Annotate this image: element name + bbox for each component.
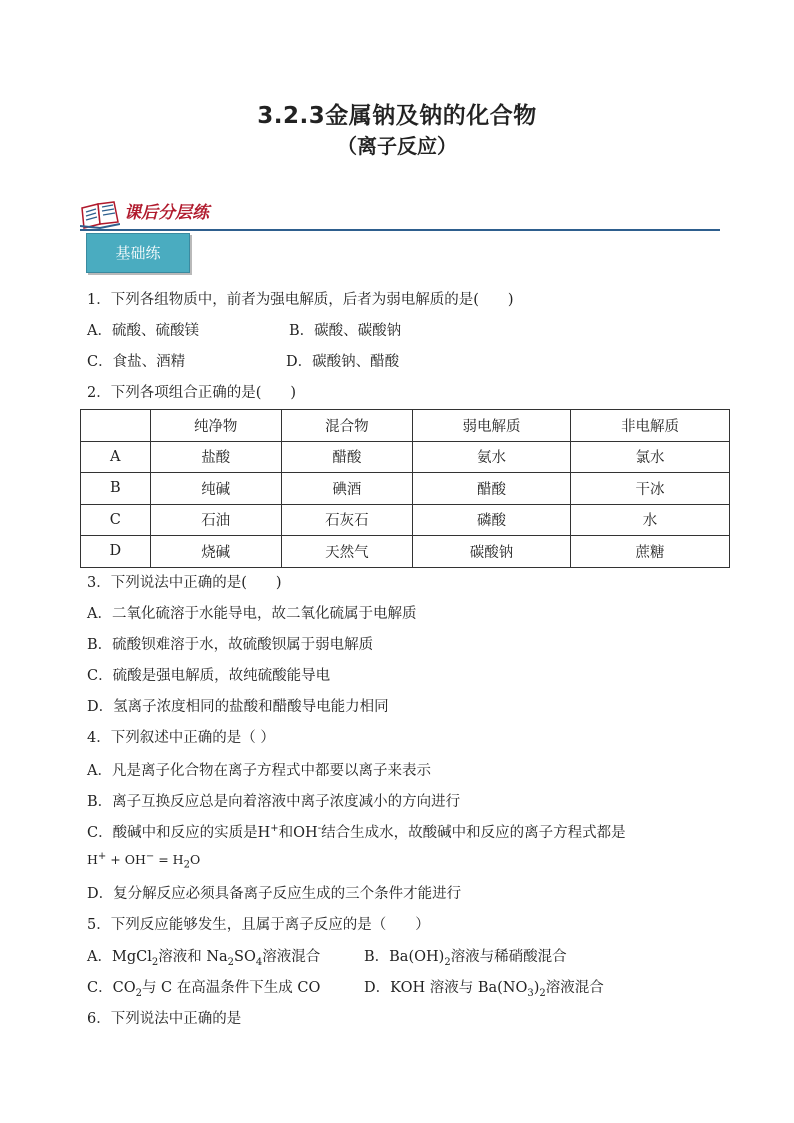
question-5-option-a: A．MgCl$_2$溶液和 $Na_2SO_4$溶液混合 bbox=[87, 949, 321, 968]
question-1-option-d: D．碳酸钠、醋酸 bbox=[286, 354, 400, 370]
question-5-option-c: C．$CO_2$与 C 在高温条件下生成 CO bbox=[87, 980, 321, 999]
question-1-stem: 1．下列各组物质中，前者为强电解质，后者为弱电解质的是( ) bbox=[87, 292, 514, 308]
table-cell bbox=[81, 410, 151, 442]
question-5-option-d: D．KOH 溶液与 $Ba(NO_3)_2$溶液混合 bbox=[364, 980, 604, 999]
table-cell: D bbox=[81, 536, 151, 568]
question-1-option-a: A．硫酸、硫酸镁 bbox=[87, 323, 199, 339]
table-cell: 石油 bbox=[150, 504, 281, 536]
question-2-stem: 2．下列各项组合正确的是( ) bbox=[87, 385, 297, 401]
question-1-option-b: B．碳酸、碳酸钠 bbox=[289, 323, 402, 339]
table-header-row bbox=[81, 410, 730, 442]
table-cell: 氨水 bbox=[412, 441, 570, 473]
table-cell: 碘酒 bbox=[281, 473, 412, 505]
book-icon bbox=[80, 200, 120, 230]
question-4-option-a: A．凡是离子化合物在离子方程式中都要以离子来表示 bbox=[87, 763, 431, 779]
question-3-option-d: D．氢离子浓度相同的盐酸和醋酸导电能力相同 bbox=[87, 699, 389, 715]
section-label: 课后分层练 bbox=[124, 203, 209, 223]
table-cell: 水 bbox=[570, 504, 729, 536]
table-cell: 干冰 bbox=[570, 473, 729, 505]
table-row bbox=[81, 536, 730, 568]
table-cell: 盐酸 bbox=[150, 441, 281, 473]
question-5-stem: 5．下列反应能够发生，且属于离子反应的是（ ） bbox=[87, 917, 430, 933]
table-cell: 磷酸 bbox=[412, 504, 570, 536]
question-2-table bbox=[80, 409, 730, 568]
table-row bbox=[81, 473, 730, 505]
question-5-option-b: B．$Ba(OH)_2$溶液与稀硝酸混合 bbox=[364, 949, 567, 968]
table-cell: 碳酸钠 bbox=[412, 536, 570, 568]
table-cell: C bbox=[81, 504, 151, 536]
question-3-option-a: A．二氧化硫溶于水能导电，故二氧化硫属于电解质 bbox=[87, 606, 417, 622]
table-row bbox=[81, 504, 730, 536]
question-3-option-c: C．硫酸是强电解质，故纯硫酸能导电 bbox=[87, 668, 331, 684]
table-cell: 醋酸 bbox=[281, 441, 412, 473]
table-cell: 非电解质 bbox=[570, 410, 729, 442]
table-row bbox=[81, 441, 730, 473]
question-3-option-b: B．硫酸钡难溶于水，故硫酸钡属于弱电解质 bbox=[87, 637, 374, 653]
question-4-option-c: C．酸碱中和反应的实质是H+和OH-结合生成水，故酸碱中和反应的离子方程式都是 bbox=[87, 823, 626, 841]
section-header bbox=[80, 196, 720, 230]
question-1-option-c: C．食盐、酒精 bbox=[87, 354, 186, 370]
question-4-option-d: D．复分解反应必须具备离子反应生成的三个条件才能进行 bbox=[87, 886, 462, 902]
table-cell: 纯碱 bbox=[150, 473, 281, 505]
table-cell: 纯净物 bbox=[150, 410, 281, 442]
table-cell: 石灰石 bbox=[281, 504, 412, 536]
question-4-stem: 4．下列叙述中正确的是（ ） bbox=[87, 730, 275, 746]
question-6-stem: 6．下列说法中正确的是 bbox=[87, 1011, 242, 1027]
table-cell: 氯水 bbox=[570, 441, 729, 473]
table-cell: 弱电解质 bbox=[412, 410, 570, 442]
table-cell: 蔗糖 bbox=[570, 536, 729, 568]
section-divider bbox=[80, 229, 720, 231]
table-cell: B bbox=[81, 473, 151, 505]
question-4-option-b: B．离子互换反应总是向着溶液中离子浓度减小的方向进行 bbox=[87, 794, 461, 810]
table-cell: 混合物 bbox=[281, 410, 412, 442]
level-badge: 基础练 bbox=[86, 233, 190, 273]
table-cell: 烧碱 bbox=[150, 536, 281, 568]
table-cell: 天然气 bbox=[281, 536, 412, 568]
ionic-equation: $H^+ + OH^- = H_2O$ bbox=[87, 851, 201, 871]
page-subtitle: （离子反应） bbox=[337, 134, 457, 158]
table-cell: 醋酸 bbox=[412, 473, 570, 505]
question-3-stem: 3．下列说法中正确的是( ) bbox=[87, 575, 282, 591]
table-cell: A bbox=[81, 441, 151, 473]
page-title: 3.2.3金属钠及钠的化合物 bbox=[257, 103, 537, 129]
